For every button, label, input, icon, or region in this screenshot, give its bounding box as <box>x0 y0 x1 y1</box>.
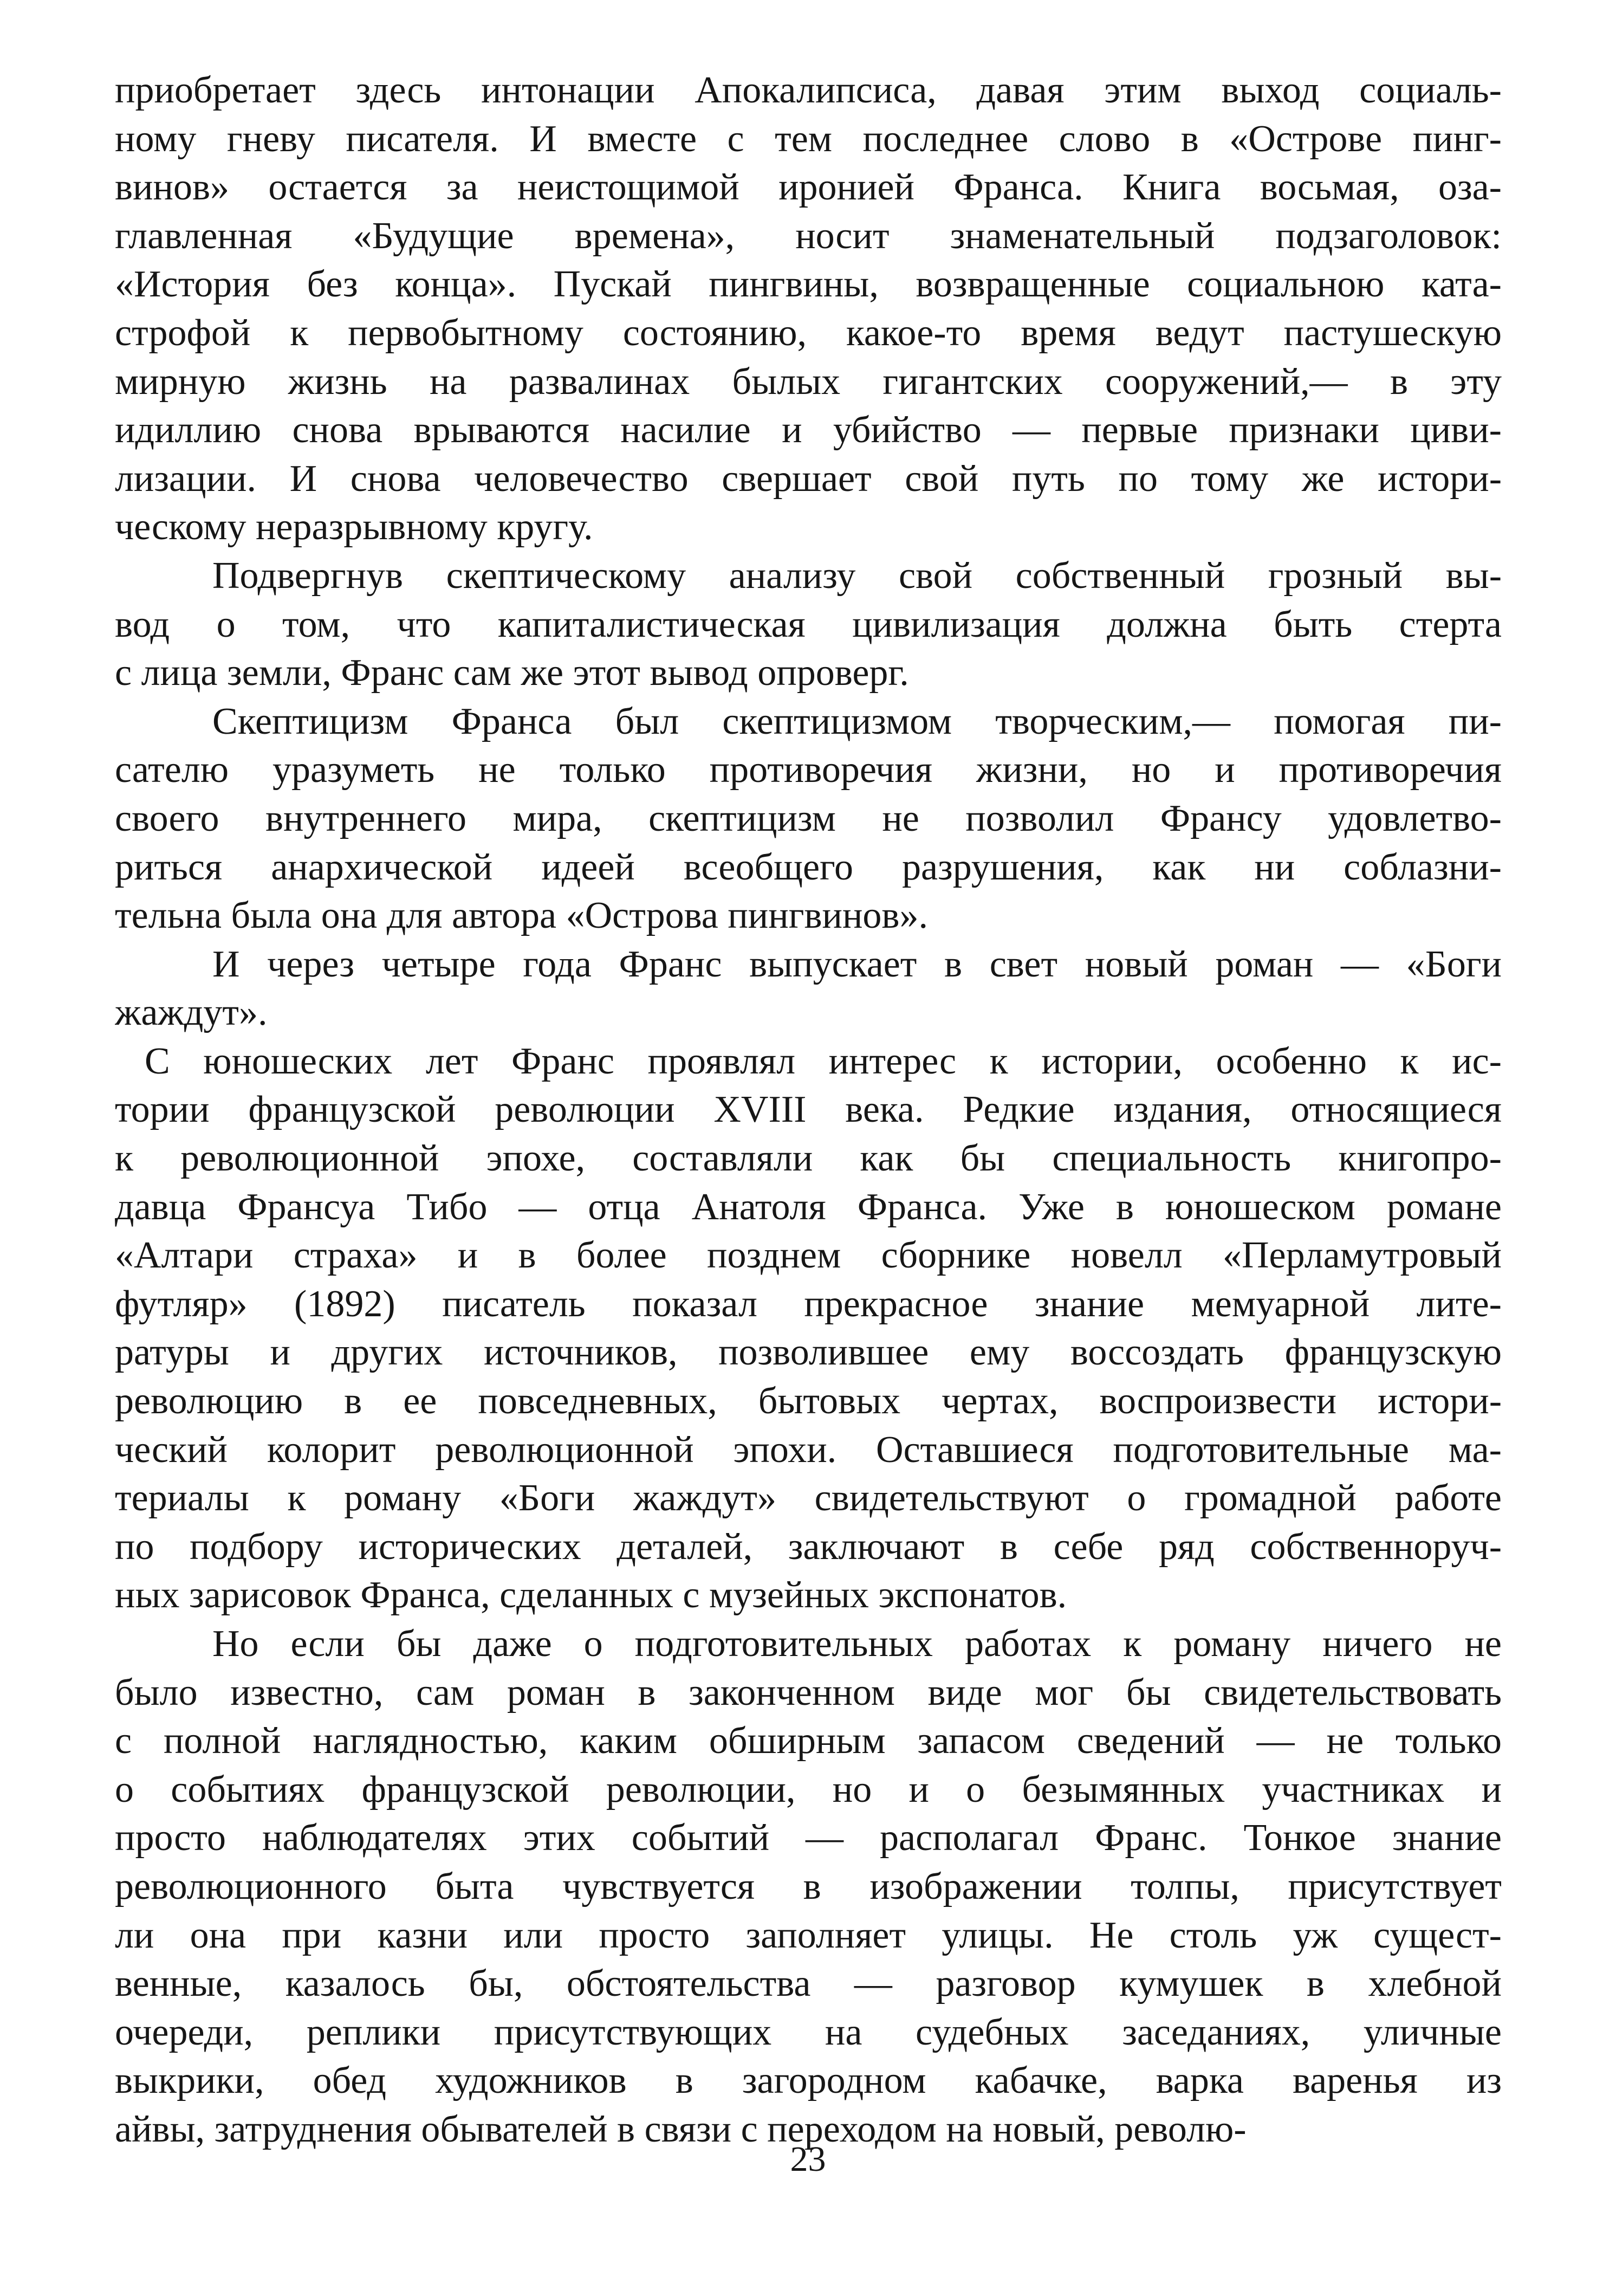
text-line: ных зарисовок Франса, сделанных с музейных экспонатов. <box>115 1574 1067 1616</box>
text-line: винов» остается за неистощимой иронией Франса. Книга восьмая, оза- <box>115 166 1502 209</box>
text-line: главленная «Будущие времена», носит знаменательный подзаголовок: <box>115 215 1502 257</box>
text-line: выкрики, обед художников в загородном кабачке, варка варенья из <box>115 2060 1502 2102</box>
text-line: революцию в ее повседневных, бытовых чертах, воспроизвести истори- <box>115 1380 1502 1422</box>
paragraph <box>115 1620 1502 2154</box>
text-line: Скептицизм Франса был скептицизмом творческим,— помогая пи- <box>212 700 1502 742</box>
paragraph <box>115 1037 1502 1620</box>
text-line: тельна была она для автора «Острова пингвинов». <box>115 895 928 937</box>
text-line: вод о том, что капиталистическая цивилизация должна быть стерта <box>115 603 1502 645</box>
text-line: жаждут». <box>115 992 268 1034</box>
text-line: тории французской революции XVIII века. Редкие издания, относящиеся <box>115 1089 1502 1131</box>
text-line: давца Франсуа Тибо — отца Анатоля Франса. Уже в юношеском романе <box>115 1186 1502 1228</box>
text-line: ратуры и других источников, позволившее ему воссоздать французскую <box>115 1331 1502 1374</box>
text-line: И через четыре года Франс выпускает в свет новый роман — «Боги <box>212 943 1502 985</box>
text-line: С юношеских лет Франс проявлял интерес к истории, особенно к ис- <box>145 1040 1502 1082</box>
text-line: идиллию снова врываются насилие и убийство — первые признаки циви- <box>115 409 1502 451</box>
text-line: «История без конца». Пускай пингвины, возвращенные социальною ката- <box>115 263 1502 306</box>
text-line: с лица земли, Франс сам же этот вывод опроверг. <box>115 652 909 694</box>
text-line: к революционной эпохе, составляли как бы специальность книгопро- <box>115 1137 1502 1180</box>
text-line: просто наблюдателях этих событий — располагал Франс. Тонкое знание <box>115 1817 1502 1859</box>
text-line: по подбору исторических деталей, заключают в себе ряд собственноруч- <box>115 1525 1502 1568</box>
text-line: о событиях французской революции, но и о безымянных участниках и <box>115 1768 1502 1810</box>
text-line: айвы, затруднения обывателей в связи с переходом на новый, револю- <box>115 2108 1247 2150</box>
paragraph <box>115 552 1502 697</box>
text-line: ческому неразрывному кругу. <box>115 506 593 548</box>
text-line: лизации. И снова человечество свершает свой путь по тому же истори- <box>115 457 1502 500</box>
text-line: строфой к первобытному состоянию, какое-то время ведут пастушескую <box>115 312 1502 354</box>
text-line: Но если бы даже о подготовительных работах к роману ничего не <box>212 1623 1502 1665</box>
text-line: ли она при казни или просто заполняет улицы. Не столь уж сущест- <box>115 1914 1502 1956</box>
body-text <box>115 66 1502 2154</box>
page-number: 23 <box>790 2139 826 2179</box>
text-line: риться анархической идеей всеобщего разрушения, как ни соблазни- <box>115 846 1502 888</box>
paragraph <box>115 697 1502 940</box>
text-line: сателю уразуметь не только противоречия жизни, но и противоречия <box>115 749 1502 791</box>
text-line: с полной наглядностью, каким обширным запасом сведений — не только <box>115 1720 1502 1762</box>
text-line: венные, казалось бы, обстоятельства — разговор кумушек в хлебной <box>115 1963 1502 2005</box>
text-line: ному гневу писателя. И вместе с тем последнее слово в «Острове пинг- <box>115 118 1502 160</box>
text-line: «Алтари страха» и в более позднем сборнике новелл «Перламутровый <box>115 1234 1502 1277</box>
text-line: очереди, реплики присутствующих на судебных заседаниях, уличные <box>115 2011 1502 2053</box>
text-line: было известно, сам роман в законченном виде мог бы свидетельствовать <box>115 1671 1502 1713</box>
text-line: революционного быта чувствуется в изображении толпы, присутствует <box>115 1865 1502 1907</box>
text-line: приобретает здесь интонации Апокалипсиса, давая этим выход социаль- <box>115 69 1502 111</box>
text-line: футляр» (1892) писатель показал прекрасное знание мемуарной лите- <box>115 1283 1502 1325</box>
paragraph <box>115 940 1502 1037</box>
text-line: териалы к роману «Боги жаждут» свидетельствуют о громадной работе <box>115 1477 1502 1519</box>
text-line: мирную жизнь на развалинах былых гигантских сооружений,— в эту <box>115 360 1502 403</box>
text-line: ческий колорит революционной эпохи. Оставшиеся подготовительные ма- <box>115 1428 1502 1471</box>
paragraph <box>115 66 1502 552</box>
text-line: Подвергнув скептическому анализу свой собственный грозный вы- <box>212 554 1502 597</box>
text-line: своего внутреннего мира, скептицизм не позволил Франсу удовлетво- <box>115 797 1502 839</box>
